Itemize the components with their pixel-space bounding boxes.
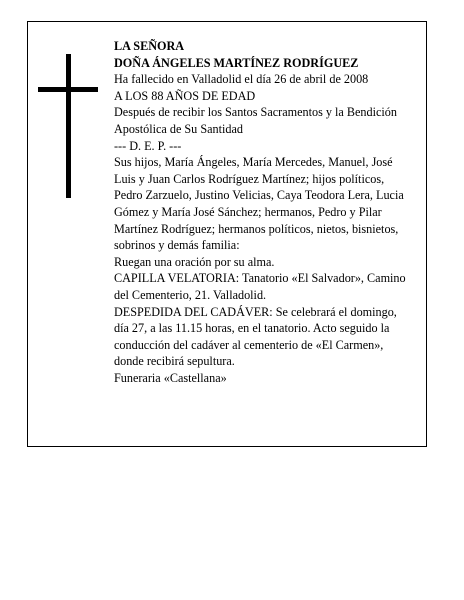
title-line-1: LA SEÑORA bbox=[114, 39, 185, 53]
sacraments-line: Después de recibir los Santos Sacramentos y la Bendición Apostólica de Su Santidad bbox=[114, 105, 397, 136]
death-info: Ha fallecido en Valladolid el día 26 de abril de 2008 bbox=[114, 72, 369, 87]
cross-horizontal-bar bbox=[38, 87, 98, 92]
rip-line: --- D. E. P. --- bbox=[114, 138, 182, 153]
chapel-info: CAPILLA VELATORIA: Tanatorio «El Salvador», Camino del Cementerio, 21. Valladolid. bbox=[114, 271, 406, 302]
cross-vertical-bar bbox=[66, 54, 71, 198]
farewell-info: DESPEDIDA DEL CADÁVER: Se celebrará el domingo, día 27, a las 11.15 horas, en el tanatorio. Acto seguido la conducción del cadáver al cementerio de «El Carmen», donde recibirá sepultura. bbox=[114, 304, 397, 369]
age-line: A LOS 88 AÑOS DE EDAD bbox=[114, 88, 256, 103]
prayer-request: Ruegan una oración por su alma. bbox=[114, 254, 275, 269]
latin-cross-icon bbox=[38, 54, 98, 198]
family-paragraph: Sus hijos, María Ángeles, María Mercedes, Manuel, José Luis y Juan Carlos Rodríguez Martínez; hijos políticos, Pedro Zarzuelo, Justino Velicias, Caya Teodora Lera, Lucia Gómez y María José Sánchez; hermanos, Pedro y Pilar Martínez Rodríguez; hermanos políticos, nietos, bisnietos, sobrinos y demás familia: bbox=[114, 155, 404, 253]
obituary-text bbox=[114, 38, 414, 386]
deceased-name: DOÑA ÁNGELES MARTÍNEZ RODRÍGUEZ bbox=[114, 55, 359, 70]
funeral-home: Funeraria «Castellana» bbox=[114, 370, 227, 385]
